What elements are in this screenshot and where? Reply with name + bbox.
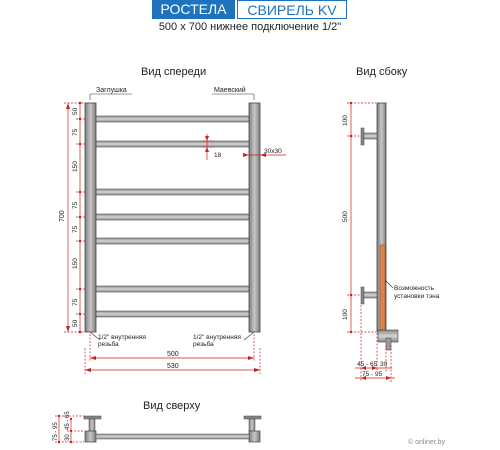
top-pipe-value: 30 <box>65 434 71 441</box>
right-upright <box>249 103 260 332</box>
bottom-wall-bracket <box>361 287 377 304</box>
top-view-title: Вид сверху <box>143 400 201 412</box>
subtitle: 500 х 700 нижнее подключение 1/2" <box>158 21 342 33</box>
left-thread-label-2: резьба <box>98 341 119 348</box>
model-name: СВИРЕЛЬ KV <box>237 0 347 19</box>
right-thread-label-2: резьба <box>193 341 214 348</box>
side-middle-value: 500 <box>342 211 349 222</box>
side-bottom-value: 100 <box>342 309 349 320</box>
width-outer-value: 530 <box>167 363 179 370</box>
top-view <box>53 411 261 444</box>
watermark: © onliner.by <box>408 439 446 446</box>
side-pipe-value: 30 <box>380 361 388 368</box>
right-thread-label-1: 1/2" внутренняя <box>193 334 241 341</box>
top-left-upright <box>85 431 96 442</box>
seg-label: 75 <box>72 201 79 209</box>
top-crossbar <box>96 434 249 439</box>
top-offset-value: 45 - 65 <box>65 411 71 430</box>
seg-label: 150 <box>72 258 79 269</box>
seg-label: 75 <box>72 225 79 233</box>
height-value: 700 <box>59 210 66 222</box>
side-top-value: 100 <box>342 115 349 126</box>
left-thread-label-1: 1/2" внутренняя <box>98 334 146 341</box>
top-depth-value: 75 - 95 <box>53 422 59 441</box>
heater-label-2: установки тэна <box>394 293 440 300</box>
front-view <box>59 86 286 374</box>
side-depth-value: 75 - 95 <box>362 371 383 378</box>
top-wall-bracket <box>361 128 377 145</box>
top-right-upright <box>249 431 260 442</box>
seg-label: 150 <box>72 161 79 172</box>
bar-thickness-value: 18 <box>214 152 222 159</box>
seg-label: 50 <box>72 107 79 115</box>
heater-label-1: Возможность <box>394 285 435 292</box>
seg-label: 50 <box>72 319 79 327</box>
crossbar <box>93 116 253 122</box>
side-offset-value: 45 - 65 <box>357 361 378 368</box>
mayevsky-label: Маевский <box>214 87 246 94</box>
seg-label: 75 <box>72 128 79 136</box>
left-upright <box>85 103 96 332</box>
width-inner-value: 500 <box>167 351 179 358</box>
seg-label: 75 <box>72 298 79 306</box>
side-view-title: Вид сбоку <box>356 66 408 78</box>
side-view <box>342 102 440 382</box>
crossbar <box>93 238 253 244</box>
crossbar <box>93 286 253 292</box>
crossbar <box>93 141 253 147</box>
crossbar <box>93 311 253 317</box>
crossbars <box>93 116 253 317</box>
front-view-title: Вид спереди <box>141 66 207 78</box>
plug-label: Заглушка <box>96 87 127 94</box>
brand-logo: РОСТЕЛА <box>152 0 235 19</box>
upright-section-value: 30x30 <box>264 148 282 155</box>
crossbar <box>93 189 253 195</box>
crossbar <box>93 214 253 220</box>
heater-element <box>380 245 385 330</box>
